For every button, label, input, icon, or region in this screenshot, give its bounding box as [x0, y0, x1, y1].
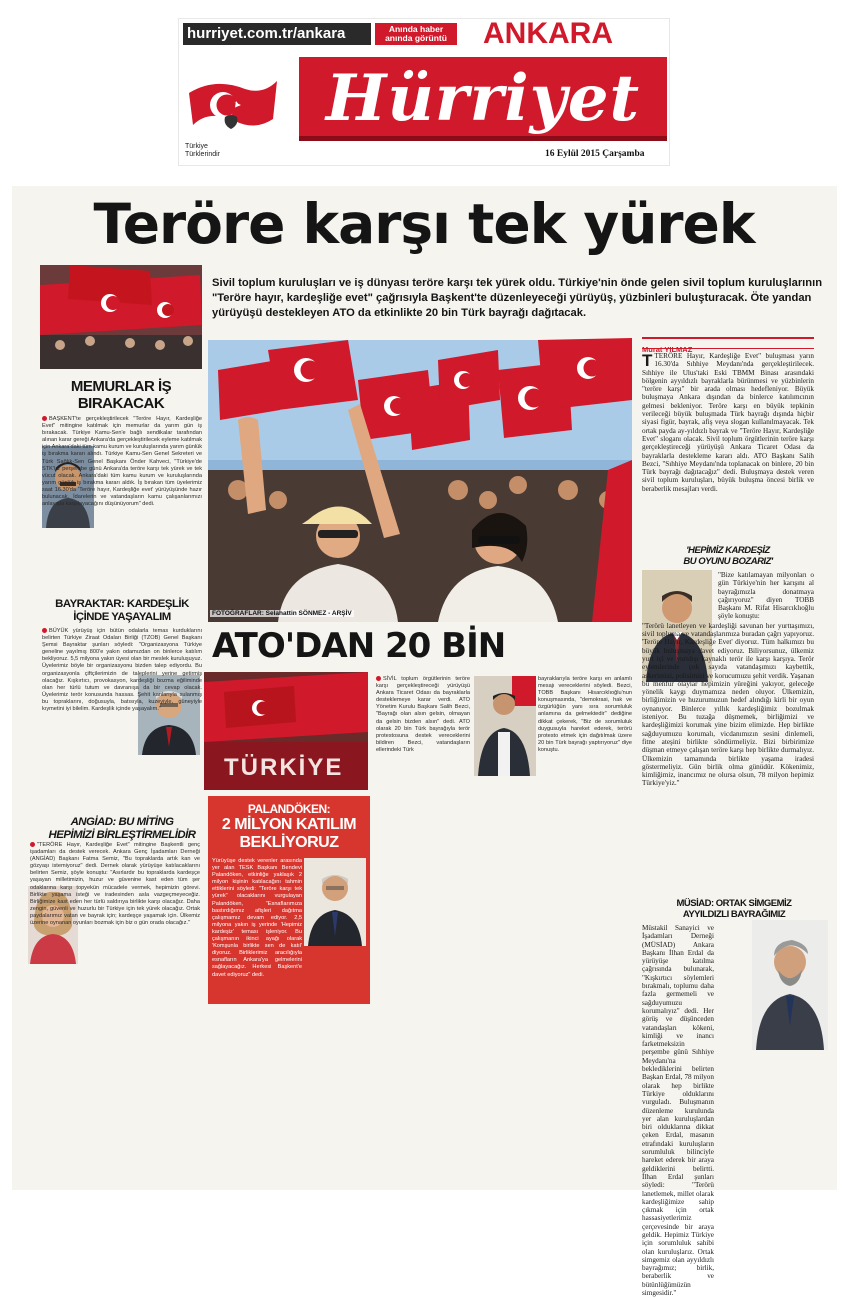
masthead-motto: Türkiye Türklerindir	[185, 143, 221, 158]
main-headline: Teröre karşı tek yürek	[93, 192, 755, 256]
memurlar-text: BAŞKENT'te gerçekleştirilecek "Teröre Hayır, Kardeşliğe Evet" mitingine katılmak için memurlar da yarım gün iş bırakacak. Türkiye Kamu-Sen'e bağlı sendikalar tarafından alınan karar gereği Ankara'da gerçekleştirilecek eyleme katılmak için Ankara'daki tüm kamu kurum ve kuruluşlarında yarım günlük iş bırakma kararı alındı. Türkiye Kamu-Sen Genel Sekreteri ve Türk Sağlık-Sen Genel Başkanı Önder Kahveci, "Türkiye'de STK'lar perşembe günü Ankara'da teröre karşı tek yürek ve tek vücut olacak. Ankara'daki tüm kamu kurum ve kuruluşlarında yarım günlük iş bırakma kararı aldık. İş bırakan tüm üyelerimiz saat 16.30'da 'Teröre hayır, Kardeşliğe evet' yürüyüşünde hazır bulunacak. İdarelerin ve vatandaşların kamu çalışanlarımızı anlayışla karşılayacağını düşünüyorum" dedi.	[42, 416, 202, 508]
palandoken-article: Yürüyüşe destek verenler arasında yer alan TESK Başkanı Bendevi Palandöken, etkinliğe yaklaşık 2 milyon kişinin katılacağını tahmin ettiklerini söyledi: "Teröre karşı tek yürek" olacaklarını vurgulayan Palandöken, "Esnaflarımıza bastırdığımız afişleri dağıtma çalışmamız devam ediyor. 2,5 milyona yakın iş yerinde 'Hepimiz kardeşiz' teması işleniyor. Bu çalışmanın ikinci ayağı olarak 'Komşunla birlikte sen de katıl' diyoruz. Birliklerimiz aracılığıyla esnafların Ankara'ya gelmelerini sağlayacağız. Herkesi Başkent'e davet ediyoruz" dedi.	[212, 858, 302, 978]
masthead-tagline: Anında haber anında görüntü	[375, 23, 457, 45]
bullet-icon	[42, 416, 47, 421]
musiad-heading: MÜSİAD: ORTAK SİMGEMİZ AYYILDIZLI BAYRAĞIMIZ	[676, 898, 792, 920]
masthead-url: hurriyet.com.tr/ankara	[183, 23, 371, 45]
angiad-heading: ANGİAD: BU MİTİNG HEPİMİZİ BİRLEŞTİRMELİDİR	[48, 816, 196, 841]
byline: Murat YILMAZ	[642, 337, 814, 349]
palandoken-kicker: PALANDÖKEN:	[247, 802, 331, 816]
main-story: TTERÖRE Hayır, Kardeşliğe Evet" buluşması yarın 16.30'da Sıhhiye Meydanı'nda gerçekleştirilecek. Sıhhiye ile Ulus'taki Eski TBMM Binası arasındaki bölgenin ayyıldızlı bayraklarla bürünmesi ve yüzbinlerin "teröre karşı" bir arada olması hedefleniyor. Büyük buluşmaya Ankara dışından da binlerce katılımcının gelmesi bekleniyor. Teröre karşı en büyük tepkinin verileceği büyük buluşmada Türk bayrağı dışında hiçbir siyasi figür, bayrak, afiş veya slogan kullanılmayacak. Tek ortak payda ay-yıldızlı bayrak ve "Teröre Hayır, Kardeşliğe Evet" sloganı olacak. Sivil toplum örgütlerinin teröre karşı gerçekleştireceği yürüyüşü Ankara Ticaret Odası da bayraklarla destekleme kararı aldı. ATO Başkanı Salih Bezci, "Sıhhiye Meydanı'nda toplanacak on binlere, 20 bin Türk bayrağı dağıtacağız" dedi. Buluşmaya destek veren sivil toplum kuruluşları, büyük buluşma öncesi birlik ve beraberlik mesajları verdi.	[642, 351, 814, 493]
bullet-icon	[376, 676, 381, 681]
crowd-flags-photo-top-left	[40, 265, 202, 369]
masthead-date: 16 Eylül 2015 Çarşamba	[545, 149, 645, 159]
main-rally-photo	[208, 340, 632, 622]
masthead-edition: ANKARA	[483, 17, 613, 50]
bullet-icon	[42, 628, 47, 633]
ato-article-col2: bayraklarıyla teröre karşı en anlamlı mesajı vereceklerini söyledi. Bezci, TOBB Başkanı Hisarcıklıoğlu'nun konuşmasında, "demokrasi, hak ve özgürlüğün yanı sıra sorumluluk anlamına da gelmektedir" dediğine dikkat çekerek, "Biz de sorumluluk duygusuyla hareket ederek, terörü protesto etmek için dağıtılmak üzere 20 bin Türk bayrağı yaptırıyoruz" diye konuştu.	[538, 676, 632, 753]
hisarciklioglu-story: "Bize katılamayan milyonları o gün Türkiye'nin her karışını al bayrağımızla donatmaya çağırıyoruz" diyen TOBB Başkanı M. Rifat Hisarcıklıoğlu şöyle konuştu: "Terörü lanetleyen ve kardeşliği savunan her yurttaşımızı, sivil topluma ve vatandaşlarımıza buradan çağrı yapıyoruz. 'Teröre Hayır, Kardeşliğe Evet' diyoruz. Tüm halkımızı bu büyük buluşmaya davet ediyoruz. Biliyorsunuz, ülkemiz yurt içi ve yurtdışı kaynaklı terör ile karşı karşıya. Terör eylemlerinde çok sayıda vatandaşımızı kaybettik, askerimizi, polisimizi ve korucumuzu şehit verdik. Yaşanan bu menfur olaylar hepimizin yüreğini yakıyor, geleceğe yönelik kaygı duymamıza neden oluyor. Ülkemizin, birliğimizin ve huzurumuzun hedef alındığı kirli bir oyun oynanıyor. Binlerce yıllık kardeşliğimiz bozulmak isteniyor. Bu tuzağa düşmemek, birliğimizi ve kardeşliğimizi korumak yine bizim elimizde. Hep birlikte sağduyumuzu korumalı, vicdanımızın sesini dinlemeli, fitne ateşini birlikte söndürmeliyiz. Bizi birbirimize düşman etmeye çalışan teröre karşı hep birlikte durmalıyız. Ülkemizin tamamında birlikte yaşama iradesi göstermeliyiz. Gün birlik olma günüdür. Kökenimiz, kimliğimiz, inancımız ne olursa olsun, 78 milyon hepimiz Türkiye'yiz."	[642, 571, 814, 788]
masthead-logo: Hürriyet	[299, 57, 667, 141]
bayraktar-heading: BAYRAKTAR: KARDEŞLİK İÇİNDE YAŞAYALIM	[55, 598, 189, 623]
ato-article-col1: SİVİL toplum örgütlerinin teröre karşı gerçekleştireceği yürüyüşü Ankara Ticaret Odası da bayraklarla desteklemeye karar verdi. ATO Yönetim Kurulu Başkanı Salih Bezci, "Bayrağı olan alsın gelsin, olmayan da gelsin bizden alsın" dedi. ATO olarak 20 bin Türk bayrağıyla terör protestosuna destek vereceklerini bildiren Bezci, vatandaşların ellerindeki Türk	[376, 676, 470, 753]
hisarciklioglu-heading: 'HEPİMİZ KARDEŞİZ BU OYUNU BOZARIZ'	[683, 545, 773, 567]
ato-turkiye-banner-photo	[204, 672, 368, 790]
lead-paragraph: Sivil toplum kuruluşları ve iş dünyası teröre karşı tek yürek oldu. Türkiye'nin önde gelen sivil toplum kuruluşlarının "Teröre hayır, kardeşliğe evet" çağrısıyla Başkent'te düzenleyeceği yürüyüş, yüzbinleri buluşturacak. Öte yandan yürüyüşü destekleyen ATO da etkinlikte 20 bin Türk bayrağı dağıtacak.	[212, 277, 823, 319]
turkish-flag-logo	[185, 65, 281, 137]
ato-headline: ATO'DAN 20 BİN	[212, 626, 506, 666]
palandoken-headline: 2 MİLYON KATILIM BEKLİYORUZ	[221, 816, 357, 851]
banner-text: TÜRKİYE	[224, 754, 344, 781]
musiad-story: Müstakil Sanayici ve İşadamları Derneği (MÜSİAD) Ankara Başkanı İlhan Erdal da yürüyüşe katılma çağrısında bulunarak, "Kışkırtıcı söylemleri bırakmalı, toplumu daha fazla germemeli ve sağduyumuzu korumalıyız" dedi. Her görüş ve düşünceden vatandaşları kökeni, kimliği ve inancı farketmeksizin perşembe günü Sıhhiye Meydanı'na beklediklerini belirten Başkan Erdal, 78 milyon olarak hep birlikte Türkiye olduklarını vurguladı. Buluşmanın düzenleme kurulunda yer alan kuruluşlardan biri olduklarına dikkat çeken Erdal, masanın etrafındaki kuruluşların sorumluluk bilinciyle hareket ederek bir araya geldiklerini belirtti. İlhan Erdal şunları söyledi: "Terörü lanetlemek, millet olarak kardeşliğimize sahip çıkmak için ortak hassasiyetlerimiz çerçevesinde bir araya geldik. Hepimiz Türkiye için sorumluluk sahibi olan kuruluşlarız. Ortak simgemiz olan ayyıldızlı bayrağımız; birlik, beraberlik ve bütünlüğümüzün simgesidir."	[642, 924, 714, 1298]
memurlar-heading: MEMURLAR İŞ BIRAKACAK	[70, 378, 172, 412]
angiad-article: "TERÖRE Hayır, Kardeşliğe Evet" mitingine Başkentli genç işadamları da destek verecek. Ankara Genç İşadamları Derneği (ANGİAD) Başkanı Fatma Semiz, "Bu topraklarda artık kan ve gözyaşı istemiyoruz" dedi. Dernek olarak yürüyüşe katılacaklarını belirten Semiz, şöyle konuştu: "Asırlardır bu topraklarda kardeşçe yaşayan milletimizin, huzur ve güvenine kast eden tüm şer odaklarına karşı topyekün mücadele vermek, hepimizin görevi. Birlikte yaşama isteği ve iradesinden asla vazgeçmeyeceğiz. Birliğimize kast eden her türlü saldırıya birlikte karşı olacağız. Daha zengin, güvenli ve huzurlu bir Türkiye için tek yürek olacağız. Ortak paydalarımız vatan ve bayrak için; kardeşçe yaşamak için. Ülkemiz üzerine oynanan oyunları bozmak için biz o gün orada olacağız."	[30, 842, 200, 927]
palandoken-box	[208, 796, 370, 1004]
bullet-icon	[30, 842, 35, 847]
photo-credit: FOTOĞRAFLAR: Selahattin SÖNMEZ - ARŞİV	[212, 610, 352, 617]
masthead	[178, 18, 670, 166]
bayraktar-article: BÜYÜK yürüyüş için bütün odalarla temas kurduklarını belirten Türkiye Ziraat Odaları Birliği (TZOB) Genel Başkanı Şemsi Bayraktar şunları söyledi: "Organizasyona Türkiye geneline yayılmış 800'e yakın odamızdan on binlerce katılım bekliyoruz. 5,5 milyona yakın üyesi olan bir meslek kuruluşuyuz. Üyelerimiz böyle bir organizasyonu bizden talep ediyordu. Bu organizasyonla çiftçilerimizin de taleplerini yerine getirmiş olacağız. Kışkırtıcı, provokasyon, kardeşliği bozma eğiliminde olan her türlü tutum ve davranışa da bir cevap olacak. Üyelerimiz terör konusunda hassas. Şehit kanlarıyla sulanmış bu topraklarını, doğusuyla, batısıyla, kuzeyiyle, güneyiyle kıymetini iyi bilelim. Kardeşlik içinde yaşayalım."	[42, 628, 202, 713]
bezci-portrait-photo	[474, 676, 536, 776]
memurlar-article	[42, 416, 202, 510]
